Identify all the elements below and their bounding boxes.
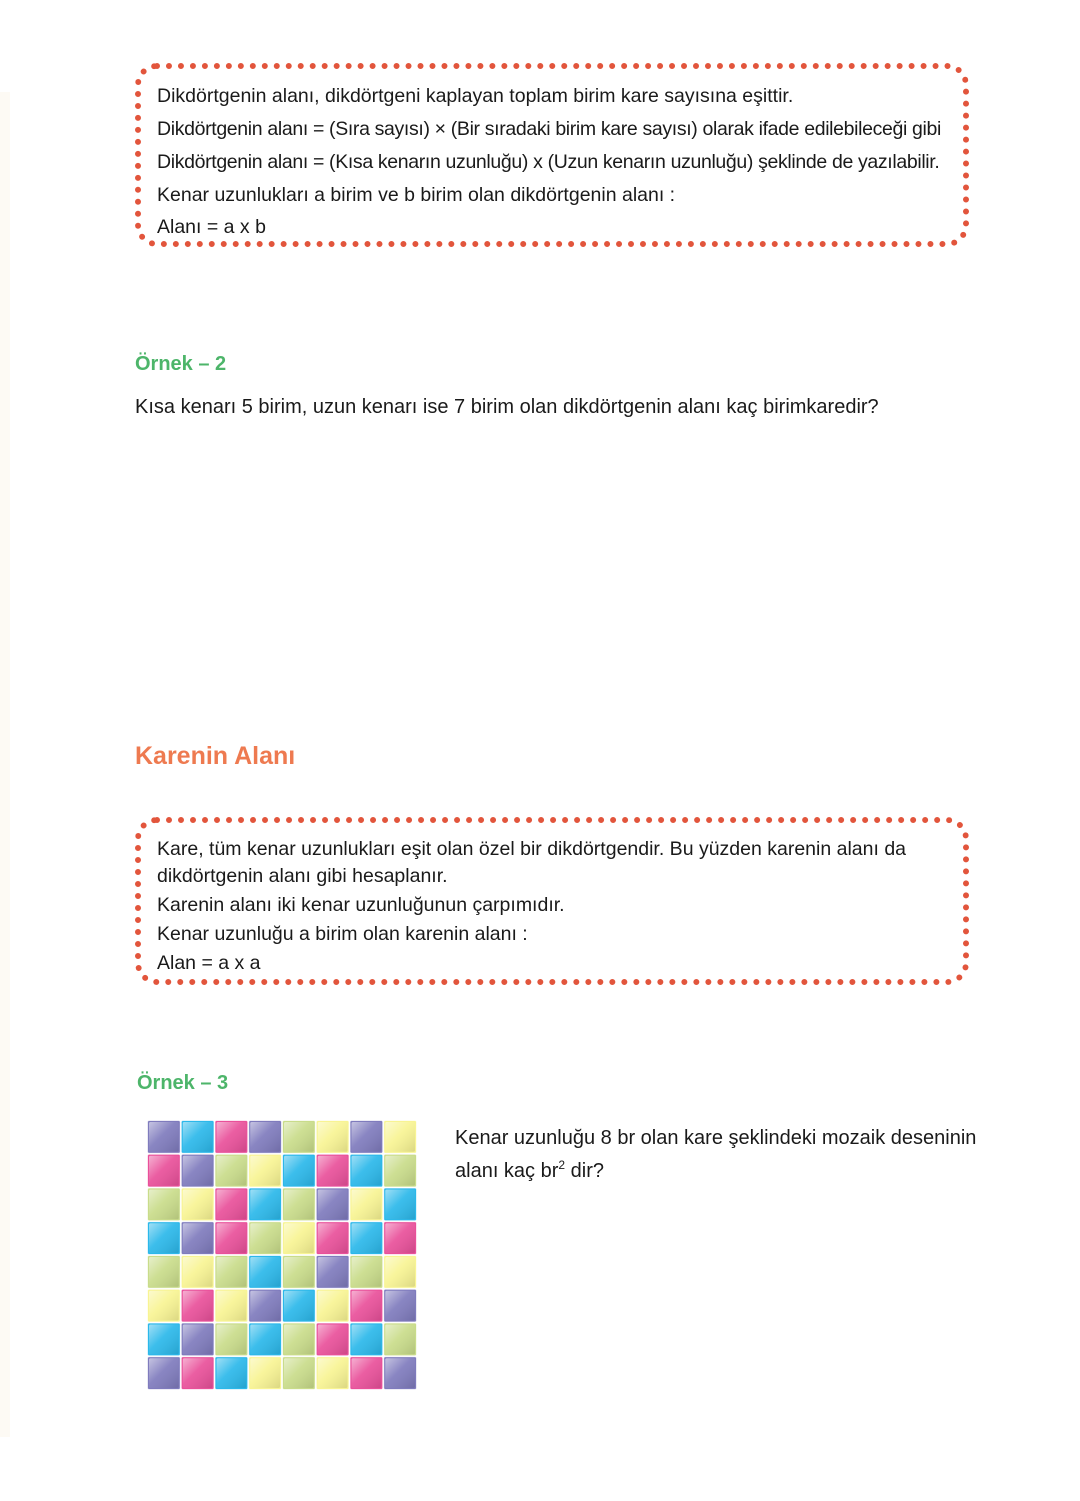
mosaic-tile <box>249 1154 282 1187</box>
square-area-heading: Karenin Alanı <box>135 742 296 770</box>
mosaic-tile <box>181 1357 214 1390</box>
mosaic-tile <box>181 1323 214 1356</box>
mosaic-tile <box>181 1154 214 1187</box>
mosaic-tile <box>350 1222 383 1255</box>
mosaic-tile <box>316 1357 349 1390</box>
exponent-2: 2 <box>558 1158 566 1172</box>
mosaic-tile <box>249 1256 282 1289</box>
rectangle-info-line-1: Dikdörtgenin alanı, dikdörtgeni kaplayan toplam birim kare sayısına eşittir. <box>157 85 794 107</box>
square-area-formula: Alan = a x a <box>157 952 261 974</box>
mosaic-tile <box>249 1188 282 1221</box>
mosaic-tile <box>283 1154 316 1187</box>
mosaic-tile <box>249 1222 282 1255</box>
mosaic-tile <box>215 1323 248 1356</box>
mosaic-tile <box>283 1222 316 1255</box>
mosaic-pattern <box>147 1120 417 1390</box>
mosaic-tile <box>215 1357 248 1390</box>
square-area-info-box <box>135 817 969 985</box>
square-info-line-2: dikdörtgenin alanı gibi hesaplanır. <box>157 865 448 887</box>
mosaic-tile <box>384 1357 417 1390</box>
example-3-question <box>455 1122 1015 1188</box>
mosaic-tile <box>316 1154 349 1187</box>
mosaic-tile <box>148 1256 181 1289</box>
mosaic-tile <box>148 1121 181 1154</box>
mosaic-tile <box>215 1154 248 1187</box>
mosaic-tile <box>384 1154 417 1187</box>
mosaic-tile <box>283 1256 316 1289</box>
mosaic-tile <box>350 1256 383 1289</box>
mosaic-tile <box>316 1256 349 1289</box>
mosaic-tile <box>283 1121 316 1154</box>
mosaic-tile <box>215 1222 248 1255</box>
mosaic-tile <box>316 1222 349 1255</box>
mosaic-tile <box>350 1323 383 1356</box>
mosaic-tile <box>384 1256 417 1289</box>
rectangle-info-line-3: Dikdörtgenin alanı = (Kısa kenarın uzunluğu) x (Uzun kenarın uzunluğu) şeklinde de yazılabilir. <box>157 151 940 173</box>
mosaic-tile <box>148 1323 181 1356</box>
mosaic-tile <box>350 1289 383 1322</box>
mosaic-tile <box>283 1188 316 1221</box>
rectangle-info-line-2: Dikdörtgenin alanı = (Sıra sayısı) × (Bir sıradaki birim kare sayısı) olarak ifade edilebileceği gibi <box>157 118 942 140</box>
mosaic-tile <box>350 1154 383 1187</box>
mosaic-tile <box>181 1289 214 1322</box>
mosaic-tile <box>215 1289 248 1322</box>
example-3-question-part-3: dir? <box>565 1160 604 1182</box>
rectangle-area-formula: Alanı = a x b <box>157 216 266 238</box>
square-info-line-3: Karenin alanı iki kenar uzunluğunun çarpımıdır. <box>157 894 565 916</box>
mosaic-tile <box>283 1357 316 1390</box>
rectangle-area-info-box <box>135 63 969 247</box>
example-3-question-part-2: alanı kaç br <box>455 1160 559 1182</box>
mosaic-tile <box>148 1154 181 1187</box>
mosaic-tile <box>384 1222 417 1255</box>
mosaic-tile <box>283 1323 316 1356</box>
mosaic-tile <box>316 1289 349 1322</box>
rectangle-info-line-4: Kenar uzunlukları a birim ve b birim olan dikdörtgenin alanı : <box>157 184 676 206</box>
example-3-question-part-1: Kenar uzunluğu 8 br olan kare şeklindeki mozaik deseninin <box>455 1127 977 1149</box>
mosaic-tile <box>249 1323 282 1356</box>
example-2-label: Örnek – 2 <box>135 353 227 375</box>
mosaic-tile <box>249 1121 282 1154</box>
mosaic-tile <box>181 1256 214 1289</box>
mosaic-tile <box>350 1188 383 1221</box>
square-info-line-4: Kenar uzunluğu a birim olan karenin alanı : <box>157 923 528 945</box>
mosaic-tile <box>283 1289 316 1322</box>
mosaic-tile <box>181 1188 214 1221</box>
mosaic-tile <box>350 1121 383 1154</box>
mosaic-tile <box>316 1188 349 1221</box>
mosaic-tile <box>215 1256 248 1289</box>
mosaic-tile <box>215 1188 248 1221</box>
example-3-label: Örnek – 3 <box>137 1072 229 1094</box>
mosaic-tile <box>148 1188 181 1221</box>
mosaic-tile <box>316 1121 349 1154</box>
mosaic-tile <box>384 1323 417 1356</box>
mosaic-tile <box>350 1357 383 1390</box>
mosaic-tile <box>181 1222 214 1255</box>
mosaic-tile <box>215 1121 248 1154</box>
mosaic-tile <box>316 1323 349 1356</box>
mosaic-tile <box>249 1289 282 1322</box>
mosaic-tile <box>384 1188 417 1221</box>
example-2-question: Kısa kenarı 5 birim, uzun kenarı ise 7 birim olan dikdörtgenin alanı kaç birimkaredir? <box>135 396 879 418</box>
mosaic-tile <box>249 1357 282 1390</box>
mosaic-tile <box>181 1121 214 1154</box>
mosaic-tile <box>148 1357 181 1390</box>
page-edge-shade <box>0 92 10 1437</box>
mosaic-tile <box>148 1289 181 1322</box>
square-info-line-1: Kare, tüm kenar uzunlukları eşit olan özel bir dikdörtgendir. Bu yüzden karenin alanı da <box>157 838 907 860</box>
mosaic-tile <box>384 1121 417 1154</box>
mosaic-tile <box>148 1222 181 1255</box>
mosaic-tile <box>384 1289 417 1322</box>
